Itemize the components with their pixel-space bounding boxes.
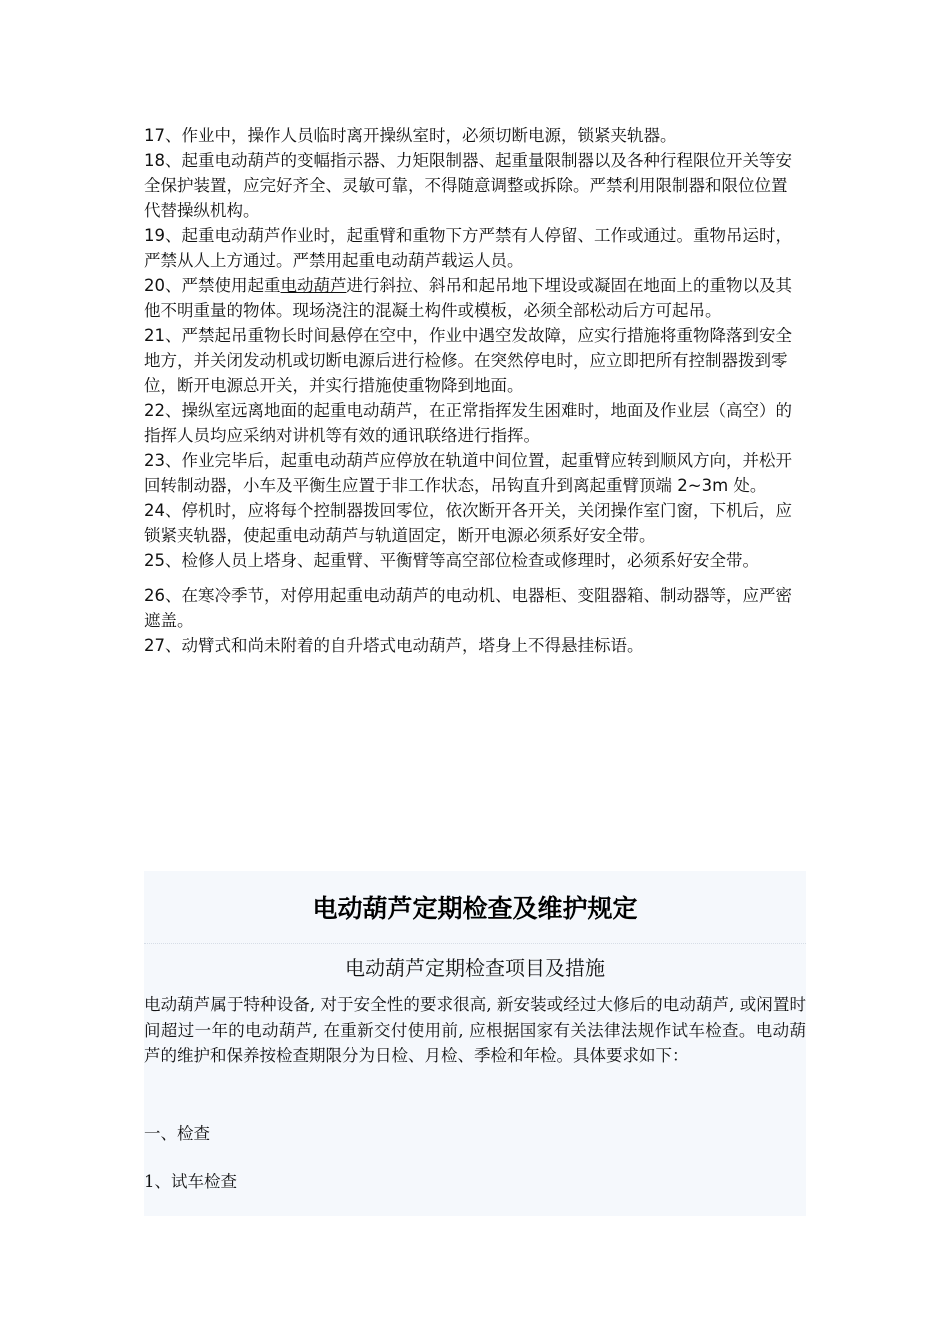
rule-24: 24、停机时，应将每个控制器拨回零位，依次断开各开关，关闭操作室门窗，下机后，应锁紧夹轨器，使起重电动葫芦与轨道固定，断开电源必须系好安全带。 [144,501,792,545]
inspection-section-panel [144,871,806,1216]
safety-rules-list [144,123,794,658]
rule-18: 18、起重电动葫芦的变幅指示器、力矩限制器、起重量限制器以及各种行程限位开关等安全保护装置，应完好齐全、灵敏可靠，不得随意调整或拆除。严禁利用限制器和限位位置代替操纵机构。 [144,151,792,220]
rule-20 [144,273,794,323]
heading-trial-run-inspection: 1、试车检查 [144,1172,237,1191]
rule-19: 19、起重电动葫芦作业时，起重臂和重物下方严禁有人停留、工作或通过。重物吊运时，严禁从人上方通过。严禁用起重电动葫芦载运人员。 [144,226,792,270]
rule-20-after: 进行斜拉、斜吊和起吊地下埋设或凝固在地面上的重物以及其他不明重量的物体。现场浇注的混凝土构件或模板，必须全部松动后方可起吊。 [144,276,792,320]
rule-26: 26、在寒冷季节，对停用起重电动葫芦的电动机、电器柜、变阻器箱、制动器等，应严密遮盖。 [144,586,792,630]
section-subtitle: 电动葫芦定期检查项目及措施 [345,955,605,980]
rule-17: 17、作业中，操作人员临时离开操纵室时，必须切断电源，锁紧夹轨器。 [144,126,677,145]
rule-23: 23、作业完毕后，起重电动葫芦应停放在轨道中间位置，起重臂应转到顺风方向，并松开回转制动器，小车及平衡生应置于非工作状态，吊钩直升到离起重臂顶端 2~3m 处。 [144,451,792,495]
rule-20-before: 20、严禁使用起重 [144,276,281,295]
rule-27: 27、动臂式和尚未附着的自升塔式电动葫芦，塔身上不得悬挂标语。 [144,636,644,655]
rule-22: 22、操纵室远离地面的起重电动葫芦，在正常指挥发生困难时，地面及作业层（高空）的指挥人员均应采纳对讲机等有效的通讯联络进行指挥。 [144,401,792,445]
electric-hoist-link[interactable]: 电动葫芦 [280,276,347,295]
rule-21: 21、严禁起吊重物长时间悬停在空中，作业中遇空发故障，应实行措施将重物降落到安全地方，并关闭发动机或切断电源后进行检修。在突然停电时，应立即把所有控制器拨到零位，断开电源总开关，并实行措施使重物降到地面。 [144,326,792,395]
section-intro: 电动葫芦属于特种设备, 对于安全性的要求很高, 新安装或经过大修后的电动葫芦, 或闲置时间超过一年的电动葫芦, 在重新交付使用前, 应根据国家有关法律法规作试车检查。电动葫芦的维护和保养按检查期限分为日检、月检、季检和年检。具体要求如下： [144,995,806,1065]
rule-25: 25、检修人员上塔身、起重臂、平衡臂等高空部位检查或修理时，必须系好安全带。 [144,551,759,570]
section-title: 电动葫芦定期检查及维护规定 [144,871,806,944]
heading-inspection: 一、检查 [144,1124,210,1143]
